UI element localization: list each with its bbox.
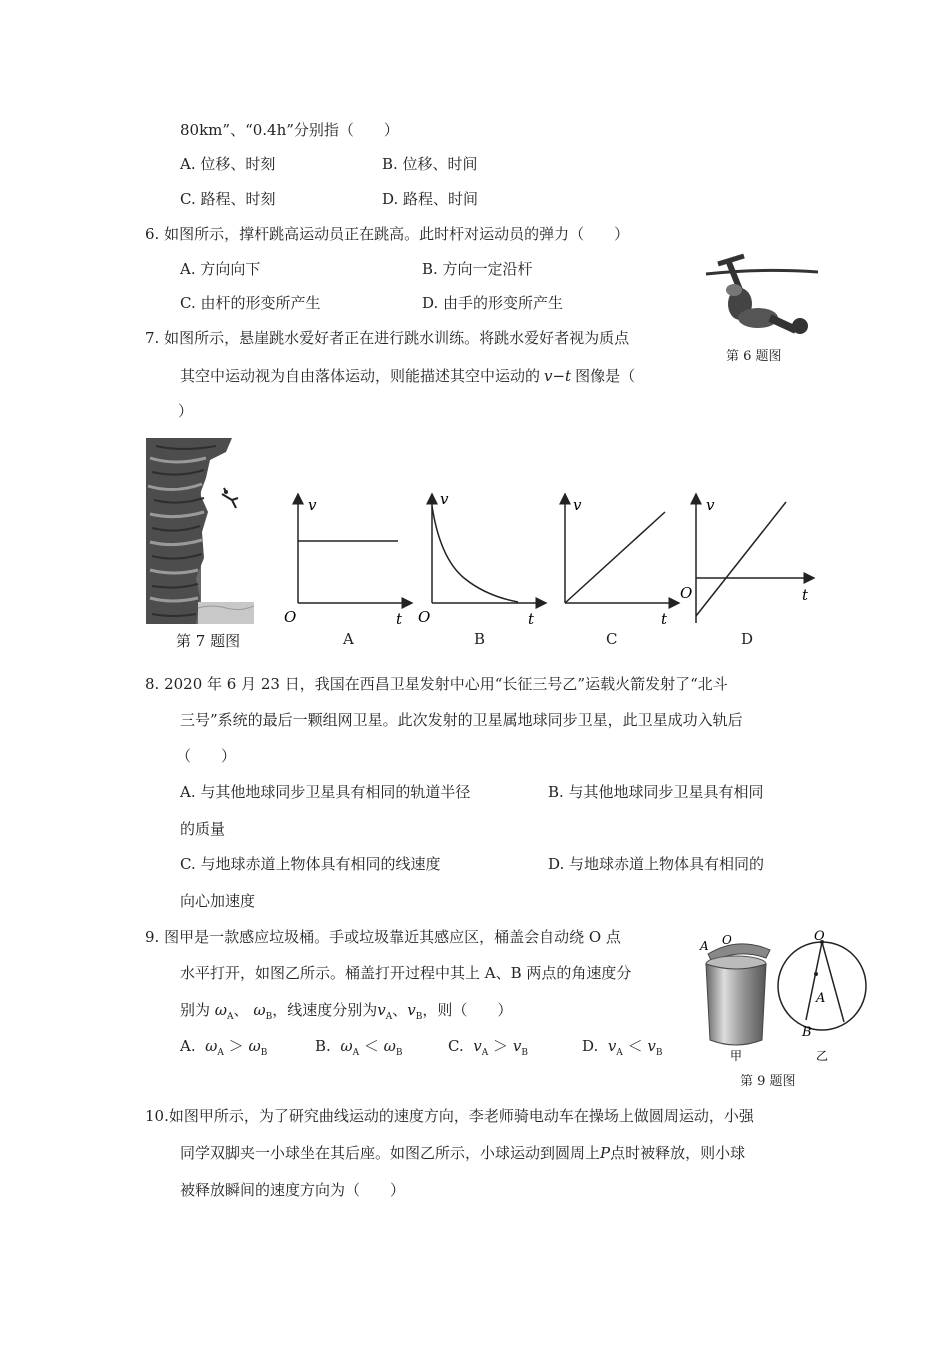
v-symbol: v — [407, 1001, 416, 1019]
circle-label-o: O — [814, 929, 825, 944]
vt-graph-a-v-label: v — [308, 496, 317, 514]
v-symbol: v — [473, 1037, 482, 1055]
sub-a: A — [481, 1048, 489, 1058]
vt-graph-d-origin: O — [680, 584, 693, 602]
q8-option-b-cont: 的质量 — [180, 820, 226, 838]
vt-graph-c — [547, 488, 687, 638]
q7-stem-line2b: 图像是（ — [575, 367, 636, 385]
v-symbol: v — [377, 1001, 386, 1019]
q8-option-d-cont: 向心加速度 — [180, 892, 256, 910]
q5-option-a: A. 位移、时刻 — [180, 155, 276, 173]
sub-b: B — [521, 1048, 528, 1058]
q10-stem-line2 — [180, 1143, 745, 1163]
sub-a: A — [352, 1048, 360, 1058]
q9-sep: ， — [272, 1001, 288, 1019]
q10-stem-line1: 10.如图甲所示，为了研究曲线运动的速度方向，李老师骑电动车在操场上做圆周运动，小强 — [145, 1107, 754, 1125]
q6-figure-caption: 第 6 题图 — [726, 349, 782, 364]
trash-can-figure — [694, 928, 874, 1068]
q9-stem3c: 则（ ） — [437, 1001, 513, 1019]
q9-comma: 、 — [392, 1001, 408, 1019]
bin-label-jia: 甲 — [730, 1049, 743, 1063]
v-symbol: v — [512, 1037, 522, 1055]
q8-stem-line2: 三号”系统的最后一颗组网卫星。此次发射的卫星属地球同步卫星，此卫星成功入轨后 — [180, 711, 743, 729]
omega-symbol: ω — [383, 1037, 396, 1055]
cliff-diver-figure — [146, 438, 254, 624]
sub-b: B — [265, 1012, 273, 1022]
sub-b: B — [395, 1048, 403, 1058]
q8-option-d: D. 与地球赤道上物体具有相同的 — [548, 855, 765, 873]
q6-option-c: C. 由杆的形变所产生 — [180, 294, 321, 312]
q9-option-d-letter: D. — [582, 1037, 599, 1055]
q9-option-b-letter: B. — [315, 1037, 331, 1055]
q9-option-a — [180, 1036, 267, 1063]
vt-graph-c-label: C — [606, 630, 618, 648]
q9-option-a-letter: A. — [180, 1037, 196, 1055]
q8-option-c: C. 与地球赤道上物体具有相同的线速度 — [180, 855, 441, 873]
q7-stem-line1: 7. 如图所示，悬崖跳水爱好者正在进行跳水训练。将跳水爱好者视为质点 — [145, 329, 630, 347]
q9-figure-caption: 第 9 题图 — [740, 1074, 796, 1089]
q10-stem-line2a: 同学双脚夹一小球坐在其后座。如图乙所示，小球运动到圆周上 — [180, 1144, 601, 1162]
q9-option-c — [448, 1036, 528, 1063]
q9-option-b — [315, 1036, 403, 1063]
vt-graph-a-t-label: t — [396, 610, 403, 628]
q8-option-a: A. 与其他地球同步卫星具有相同的轨道半径 — [180, 783, 471, 801]
greater-than: ＞ — [228, 1037, 244, 1055]
q5-option-c: C. 路程、时刻 — [180, 190, 276, 208]
vt-graph-d — [676, 488, 826, 638]
q9-stem3a: 别为 — [180, 1001, 211, 1019]
less-than: ＜ — [363, 1037, 379, 1055]
vt-graph-a-origin: O — [284, 608, 297, 626]
sub-a: A — [217, 1048, 224, 1058]
q9-stem-line2: 水平打开，如图乙所示。桶盖打开过程中其上 A、B 两点的角速度分 — [180, 964, 632, 982]
q6-option-d: D. 由手的形变所产生 — [422, 294, 564, 312]
q6-stem: 6. 如图所示，撑杆跳高运动员正在跳高。此时杆对运动员的弹力（ ） — [145, 225, 630, 243]
omega-symbol: ω — [253, 1001, 266, 1019]
q9-comma: 、 — [233, 1001, 249, 1019]
omega-symbol: ω — [214, 1001, 228, 1019]
circle-label-b: B — [802, 1025, 812, 1040]
vt-graph-b-origin: O — [418, 608, 431, 626]
q8-option-b: B. 与其他地球同步卫星具有相同 — [548, 783, 764, 801]
sub-a: A — [227, 1012, 234, 1022]
bin-label-a: A — [700, 939, 709, 953]
vt-graph-c-v-label: v — [573, 496, 582, 514]
vt-graph-b-curve — [432, 506, 518, 602]
vt-graph-c-curve — [565, 512, 665, 603]
greater-than: ＞ — [493, 1037, 509, 1055]
q5-stem-cont: 80km”、“0.4h”分别指（ ） — [180, 121, 399, 139]
omega-symbol: ω — [248, 1037, 261, 1055]
q9-option-d — [582, 1036, 662, 1063]
vt-graph-d-curve — [696, 502, 786, 616]
pole-vault-figure — [700, 238, 830, 343]
bin-label-o: O — [722, 933, 732, 947]
q10-stem-line3: 被释放瞬间的速度方向为（ ） — [180, 1181, 406, 1199]
v-symbol: v — [647, 1037, 656, 1055]
omega-symbol: ω — [340, 1037, 353, 1055]
q7-stem-line3: ） — [178, 402, 194, 420]
q7-stem-line2 — [180, 366, 635, 386]
circle-label-a: A — [816, 991, 826, 1006]
point-p: P — [600, 1144, 611, 1162]
q6-option-b: B. 方向一定沿杆 — [422, 260, 533, 278]
q9-option-c-letter: C. — [448, 1037, 464, 1055]
q7-stem-line2a: 其空中运动视为自由落体运动，则能描述其空中运动的 — [180, 367, 541, 385]
vt-graph-b-label: B — [474, 630, 486, 648]
v-symbol: v — [607, 1037, 617, 1055]
omega-symbol: ω — [205, 1037, 218, 1055]
q7-vt-symbol: v−t — [544, 367, 572, 385]
sub-a: A — [616, 1048, 623, 1058]
vt-graph-b — [414, 488, 554, 638]
q7-figure-caption: 第 7 题图 — [176, 632, 241, 650]
q8-stem-line1: 8. 2020 年 6 月 23 日，我国在西昌卫星发射中心用“长征三号乙”运载火箭发射了“北斗 — [145, 675, 728, 693]
vt-graph-d-label: D — [741, 630, 754, 648]
q9-stem3b: 线速度分别为 — [287, 1001, 378, 1019]
sub-a: A — [385, 1012, 393, 1022]
vt-graph-a — [280, 488, 420, 638]
q9-stem-line1: 9. 图甲是一款感应垃圾桶。手或垃圾靠近其感应区，桶盖会自动绕 O 点 — [145, 928, 621, 946]
q8-stem-line3: （ ） — [176, 747, 237, 765]
vt-graph-b-v-label: v — [440, 490, 449, 508]
q9-sep: ， — [422, 1001, 438, 1019]
q6-option-a: A. 方向向下 — [180, 260, 261, 278]
vt-graph-b-t-label: t — [528, 610, 535, 628]
sub-b: B — [415, 1012, 423, 1022]
q9-stem-line3 — [180, 1000, 512, 1027]
vt-graph-c-t-label: t — [661, 610, 668, 628]
sub-b: B — [260, 1048, 268, 1058]
vt-graph-a-label: A — [343, 630, 354, 648]
sub-b: B — [655, 1048, 663, 1058]
circle-label-yi: 乙 — [816, 1049, 829, 1063]
vt-graph-d-v-label: v — [706, 496, 715, 514]
less-than: ＜ — [627, 1037, 643, 1055]
vt-graph-d-t-label: t — [802, 586, 809, 604]
q5-option-b: B. 位移、时间 — [382, 155, 478, 173]
q10-stem-line2b: 点时被释放，则小球 — [610, 1144, 746, 1162]
q5-option-d: D. 路程、时间 — [382, 190, 479, 208]
